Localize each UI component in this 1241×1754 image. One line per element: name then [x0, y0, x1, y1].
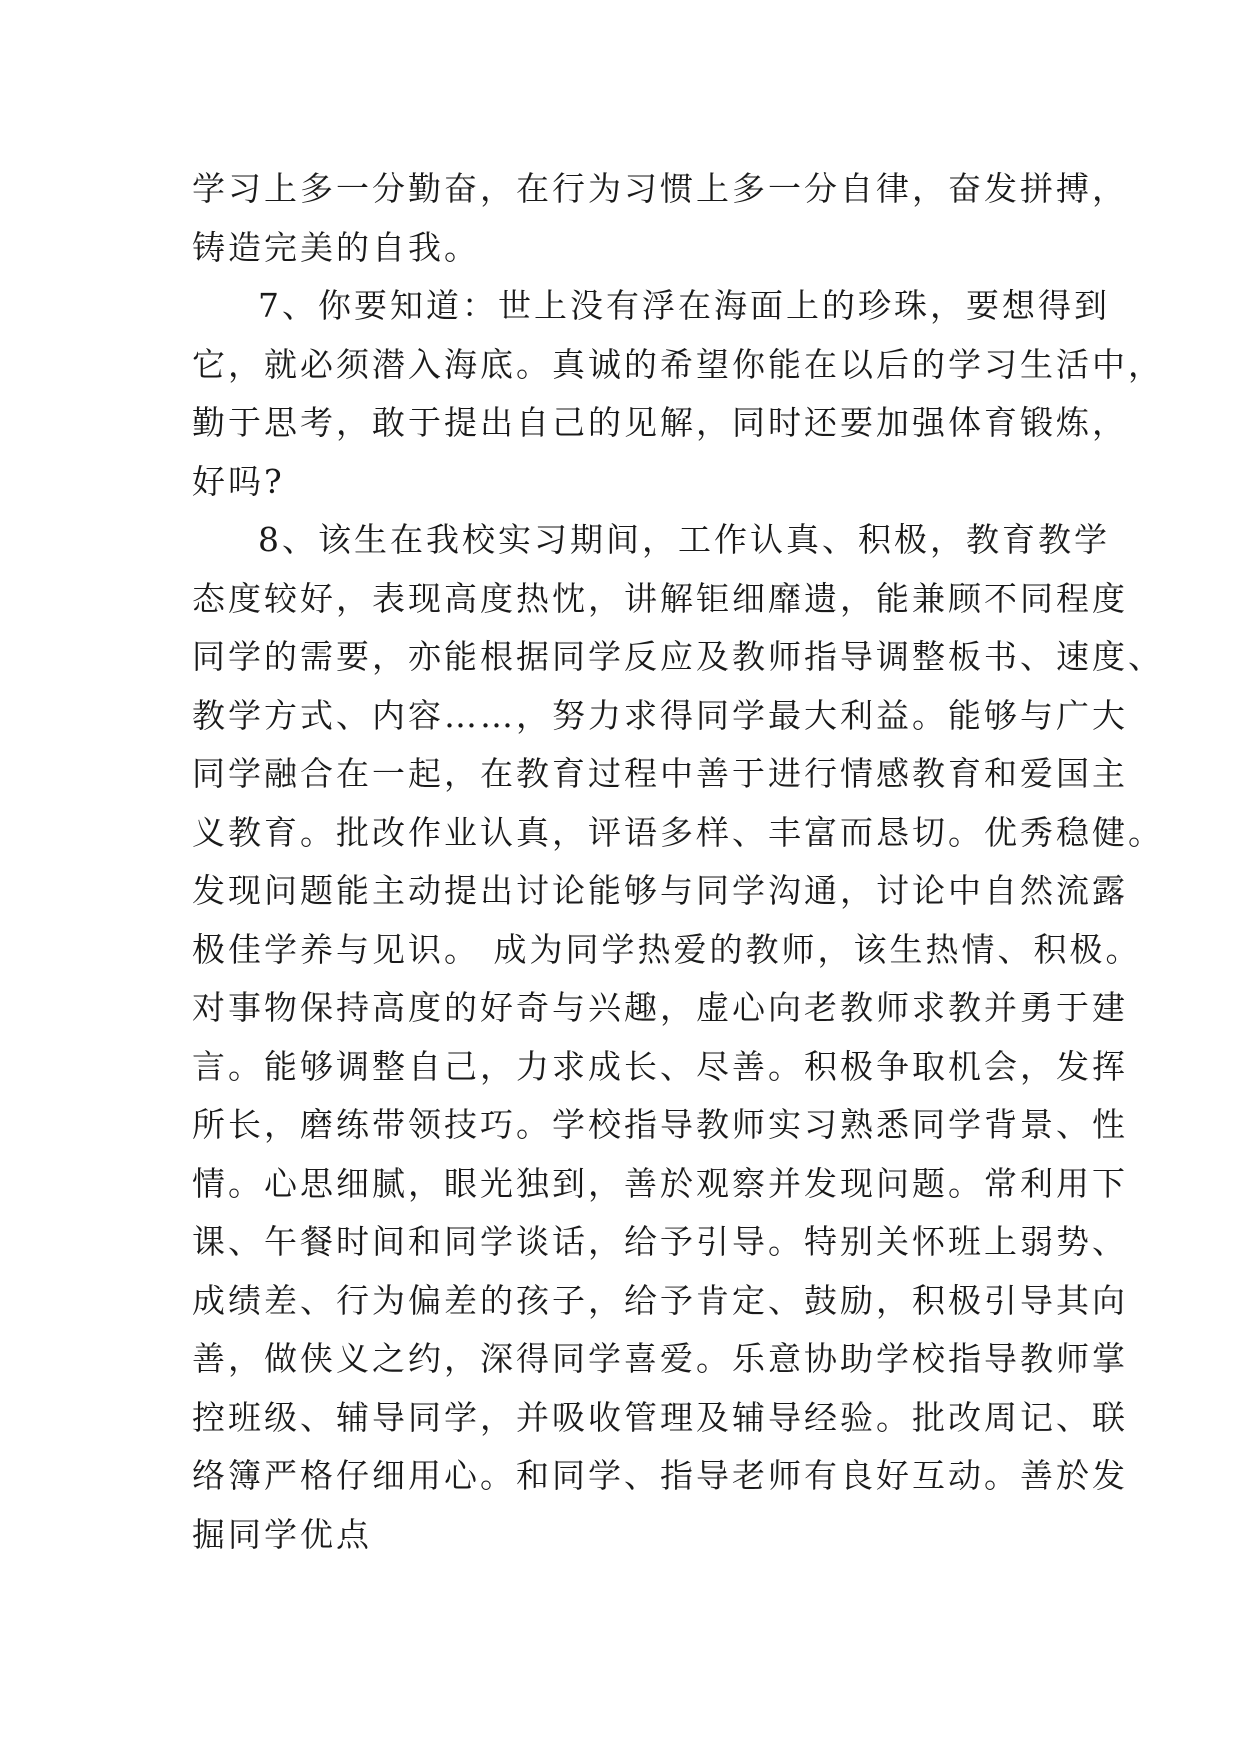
- text-line: 情。心思细腻，眼光独到，善於观察并发现问题。常利用下: [192, 1163, 1128, 1203]
- text-line: 同学融合在一起，在教育过程中善于进行情感教育和爱国主: [192, 754, 1128, 793]
- text-line: 教学方式、内容……，努力求得同学最大利益。能够与广大: [192, 695, 1128, 735]
- text-line: 学习上多一分勤奋，在行为习惯上多一分自律，奋发拼搏，: [192, 169, 1128, 208]
- body-text: [192, 160, 1164, 1564]
- text-line: 络簿严格仔细用心。和同学、指导老师有良好互动。善於发: [192, 1456, 1128, 1495]
- text-line: 义教育。批改作业认真，评语多样、丰富而恳切。优秀稳健。: [192, 812, 1164, 852]
- text-line: 8、该生在我校实习期间，工作认真、积极，教育教学: [258, 520, 1110, 559]
- text-line: 态度较好，表现高度热忱，讲解钜细靡遗，能兼顾不同程度: [192, 578, 1128, 618]
- text-line: 同学的需要，亦能根据同学反应及教师指导调整板书、速度、: [192, 637, 1164, 676]
- text-line: 掘同学优点: [192, 1514, 372, 1554]
- text-line: 控班级、辅导同学，并吸收管理及辅导经验。批改周记、联: [192, 1397, 1128, 1437]
- text-line: 它，就必须潜入海底。真诚的希望你能在以后的学习生活中，: [192, 344, 1164, 384]
- text-line: 善，做侠义之约，深得同学喜爱。乐意协助学校指导教师掌: [192, 1339, 1128, 1378]
- text-line: 对事物保持高度的好奇与兴趣，虚心向老教师求教并勇于建: [192, 988, 1128, 1027]
- text-line: 7、你要知道：世上没有浮在海面上的珍珠，要想得到: [258, 286, 1110, 325]
- text-line: 好吗?: [192, 461, 285, 501]
- text-line: 铸造完美的自我。: [192, 227, 480, 267]
- text-line: 成绩差、行为偏差的孩子，给予肯定、鼓励，积极引导其向: [192, 1280, 1128, 1320]
- text-line: 课、午餐时间和同学谈话，给予引导。特别关怀班上弱势、: [192, 1222, 1128, 1261]
- text-line: 极佳学养与见识。 成为同学热爱的教师，该生热情、积极。: [192, 929, 1142, 969]
- text-line: 勤于思考，敢于提出自己的见解，同时还要加强体育锻炼，: [192, 403, 1128, 442]
- text-line: 所长，磨练带领技巧。学校指导教师实习熟悉同学背景、性: [192, 1105, 1128, 1144]
- text-line: 言。能够调整自己，力求成长、尽善。积极争取机会，发挥: [192, 1046, 1128, 1086]
- text-line: 发现问题能主动提出讨论能够与同学沟通，讨论中自然流露: [192, 871, 1128, 910]
